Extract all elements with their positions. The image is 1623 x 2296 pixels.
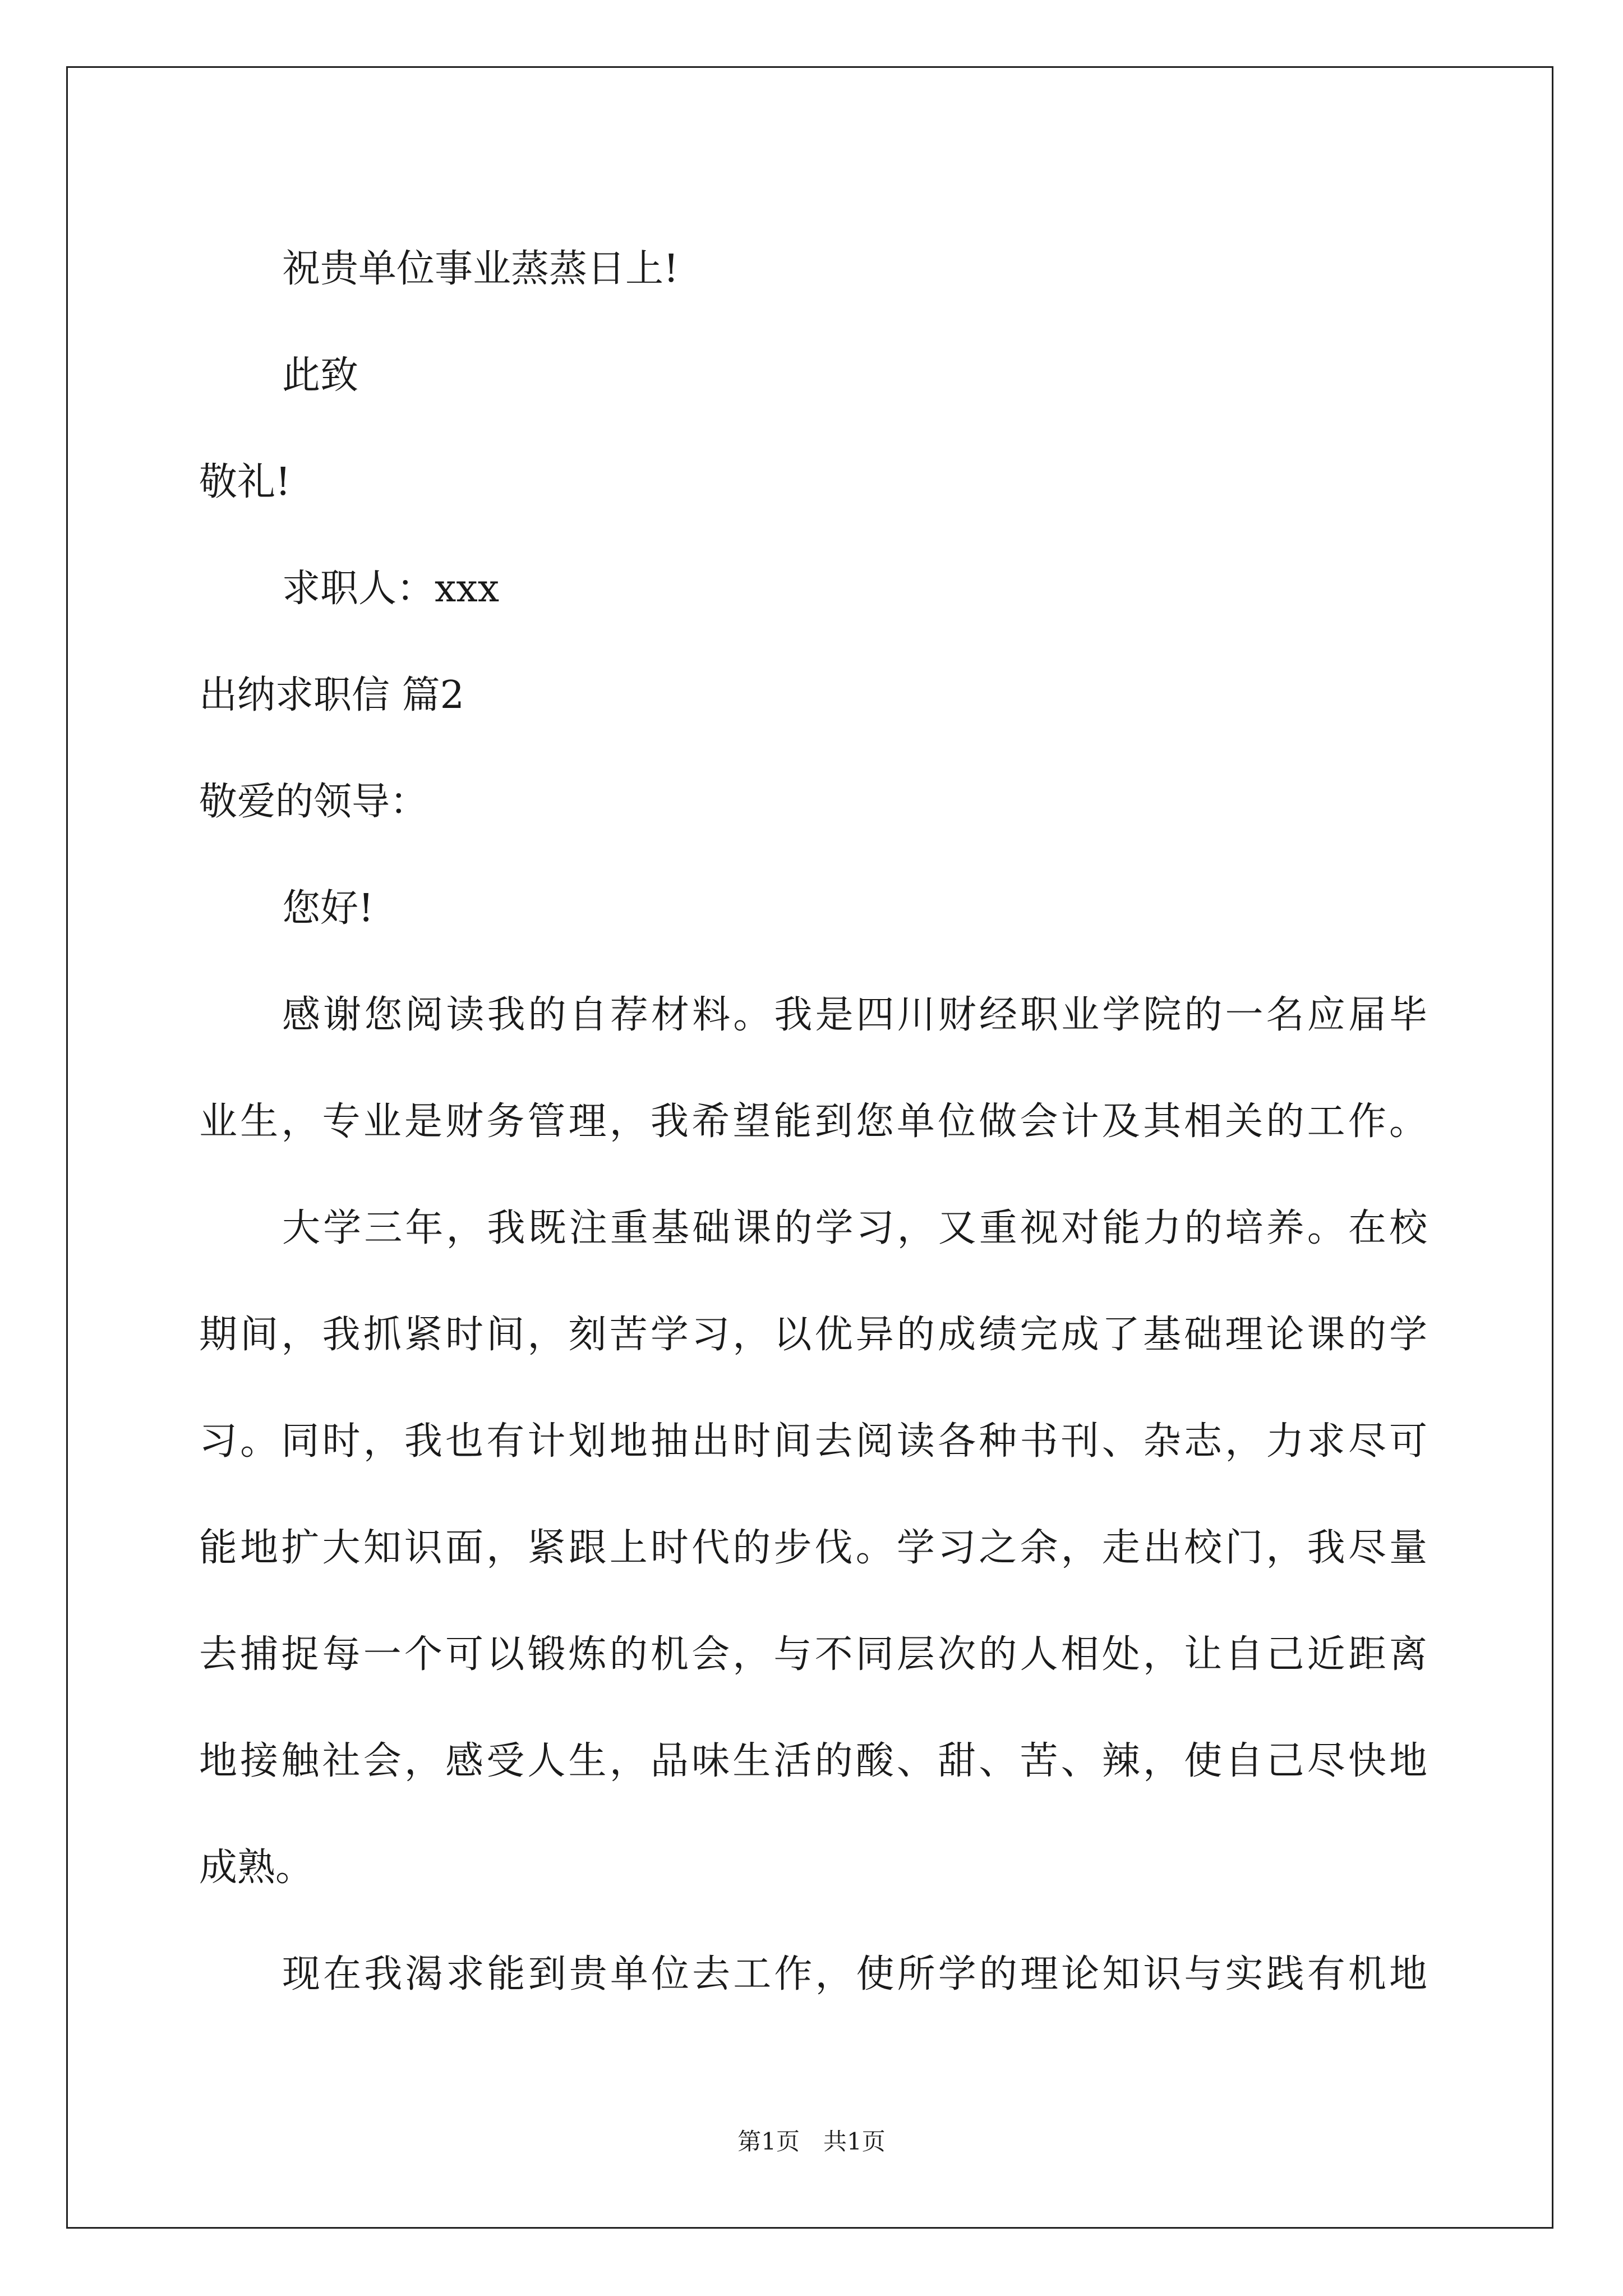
greeting-addressee: 敬爱的领导： xyxy=(199,780,428,824)
signature-line: 求职人：xxx xyxy=(282,567,500,611)
closing-wish: 祝贵单位事业蒸蒸日上! xyxy=(282,247,679,291)
paragraph-line: 业生，专业是财务管理，我希望能到您单位做会计及其相关的工作。 xyxy=(199,1099,1427,1144)
section-heading: 出纳求职信 篇2 xyxy=(199,673,464,717)
paragraph-line: 现在我渴求能到贵单位去工作，使所学的理论知识与实践有机地 xyxy=(282,1952,1427,1996)
paragraph-line: 地接触社会，感受人生，品味生活的酸、甜、苦、辣，使自己尽快地 xyxy=(199,1739,1427,1783)
paragraph-line: 习。同时，我也有计划地抽出时间去阅读各种书刊、杂志，力求尽可 xyxy=(199,1419,1427,1464)
paragraph-line: 大学三年，我既注重基础课的学习，又重视对能力的培养。在校 xyxy=(282,1206,1427,1250)
paragraph-line: 感谢您阅读我的自荐材料。我是四川财经职业学院的一名应届毕 xyxy=(282,993,1427,1037)
paragraph-line: 能地扩大知识面，紧跟上时代的步伐。学习之余，走出校门，我尽量 xyxy=(199,1526,1427,1570)
greeting-hello: 您好! xyxy=(282,886,374,931)
paragraph-line: 期间，我抓紧时间，刻苦学习，以优异的成绩完成了基础理论课的学 xyxy=(199,1313,1427,1357)
paragraph-line: 去捕捉每一个可以锻炼的机会，与不同层次的人相处，让自己近距离 xyxy=(199,1632,1427,1677)
salutation-ci-zhi: 此致 xyxy=(282,353,359,398)
page-footer: 第1页 共1页 xyxy=(737,2128,886,2155)
paragraph-line: 成熟。 xyxy=(199,1846,314,1890)
salutation-jing-li: 敬礼! xyxy=(199,460,291,504)
